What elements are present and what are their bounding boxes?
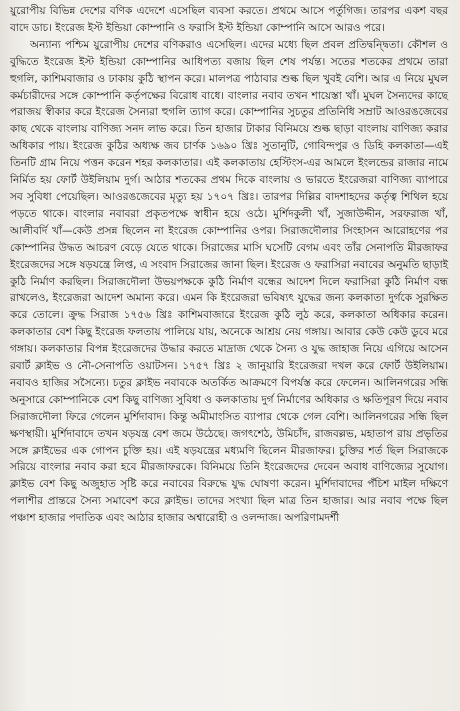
paragraph-main: অন্যান্য পশ্চিম য়ুরোপীয় দেশের বণিকরাও এসেছিল। এদের মধ্যে ছিল প্রবল প্রতিদ্বন্দ্বিতা। কৌশল ও বুদ্ধিতে ইংরেজ ইস্ট ইন্ডিয়া কোম্পানির আধিপত্য বজায় ছিল শেষ পর্যন্ত। সতের শতকের প্রথমে তারা হুগলি, কাশিমবাজার ও ঢাকায় কুঠি স্থাপন করে। মালপত্র পাঠাবার শুল্ক ছিল খুবই বেশি। আর এ নিয়ে মুঘল কর্মচারীদের সঙ্গে কোম্পানি কর্তৃপক্ষের বিরোধ বাধে। বাংলার নবাব তখন শায়েস্তা খাঁ। মুঘল সৈন্যদের কাছে পরাজয় স্বীকার করে ইংরেজ সৈন্যরা হুগলি ত্যাগ করে। কোম্পানির সুচতুর প্রতিনিধি সম্রাট আওরঙজেবের কাছ থেকে বাংলায় বাণিজ্য সনদ লাভ করে। তিন হাজার টাকার বিনিময়ে শুল্ক ছাড়া বাংলায় বাণিজ্য করার অধিকার পায়। ইংরেজ কুঠির অধ্যক্ষ জব চার্ণক ১৬৯০ খ্রিঃ সুতানুটি, গোবিন্দপুর ও ডিহি কলকাতা—এই তিনটি গ্রাম নিয়ে পত্তন করেন শহর কলকাতার। এই কলকাতায় হেস্টিংস-এর আমলে ইংলন্ডের রাজার নামে নির্মিত হয় ফোর্ট উইলিয়াম দুর্গ। আঠার শতকের প্রথম দিকে বাংলায় ও ভারতে ইংরেজরা বাণিজ্য ব্যাপারে সব সুবিধা পেয়েছিল। আওরঙজেবের মৃত্যু হয় ১৭০৭ খ্রিঃ। তারপর দিল্লির বাদশাহদের কর্তৃত্ব শিথিল হয়ে পড়তে থাকে। বাংলার নবাবরা প্রকৃতপক্ষে স্বাধীন হয়ে ওঠে। মুর্শিদকুলী খাঁ, সুজাউদ্দীন, সরফরাজ খাঁ, আলীবর্দি খাঁ—কেউ প্রসন্ন ছিলেন না ইংরেজ কোম্পানির ওপর। সিরাজদৌলার সিংহাসন আরোহণের পর কোম্পানির উদ্ধত আচরণ বেড়ে যেতে থাকে। সিরাজের মাসি ঘসেটি বেগম এবং তাঁর সেনাপতি মীরজাফর ইংরেজদের সঙ্গে ষড়যন্ত্রে লিপ্ত, এ সংবাদ সিরাজের জানা ছিল। ইংরেজ ও ফরাসিরা নবাবের অনুমতি ছাড়াই কুঠি নির্মাণ করছিল। সিরাজদৌলা উভয়পক্ষকে কুঠি নির্মাণ বন্ধের আদেশ দিলে ফরাসিরা কুঠি নির্মাণ বন্ধ রাখলেও, ইংরেজরা আদেশ অমান্য করে। এমন কি ইংরেজরা ভবিষ্যৎ যুদ্ধের জন্য কলকাতা দুর্গকে সুরক্ষিত করে তোলে। ক্রুদ্ধ সিরাজ ১৭৫৬ খ্রিঃ কাশিমবাজারে ইংরেজ কুঠি লুঠ করে, কলকাতা অধিকার করেন। কলকাতার বেশ কিছু ইংরেজ ফলতায় পালিয়ে যায়, অনেকে আশ্রয় নেয় গঙ্গায়। আবার কেউ কেউ ডুবে মরে গঙ্গায়। কলকাতার বিপন্ন ইংরেজদের উদ্ধার করতে মাদ্রাজ থেকে সৈন্য ও যুদ্ধ জাহাজ নিয়ে এগিয়ে আসেন রবার্ট ক্লাইভ ও নৌ-সেনাপতি ওয়াটসন। ১৭৫৭ খ্রিঃ ২ জানুয়ারি ইংরেজরা দখল করে ফোর্ট উইলিয়াম। নবাবও হাজির সসৈন্যে। চতুর ক্লাইভ নবাবকে অতর্কিত আক্রমণে বিপর্যস্ত করে ফেলেন। আলিনগরের সন্ধি অনুসারে কোম্পানিকে বেশ কিছু বাণিজ্য সুবিধা ও কলকাতায় দুর্গ নির্মাণের অধিকার ও ক্ষতিপূরণ দিয়ে নবাব সিরাজদৌলা ফিরে গেলেন মুর্শিদাবাদ। কিন্তু অমীমাংসিত ব্যাপার থেকে গেল বেশি। আলিনগরের সন্ধি ছিল ক্ষণস্থায়ী। মুর্শিদাবাদে তখন ষড়যন্ত্র বেশ জমে উঠেছে। জগৎশেঠ, উমিচাঁদ, রাজবল্লভ, মহাতাপ রায় প্রভৃতির সঙ্গে ক্লাইভের এক গোপন চুক্তি হয়। এই ষড়যন্ত্রের মধ্যমণি ছিলেন মীরজাফর। চুক্তির শর্ত ছিল সিরাজকে সরিয়ে বাংলার নবাব করা হবে মীরজাফরকে। বিনিময়ে তিনি ইংরেজদের দেবেন অবাধ বাণিজ্যের সুযোগ। ক্লাইভ বেশ কিছু অজুহাত সৃষ্টি করে নবাবের বিরুদ্ধে যুদ্ধ ঘোষণা করেন। মুর্শিদাবাদের পঁচিশ মাইল দক্ষিণে পলাশীর প্রান্তরে সৈন্য সমাবেশ করে ক্লাইভ। তাদের সংখ্যা ছিল মাত্র তিন হাজার। আর নবাব পক্ষে ছিল পঞ্চাশ হাজার পদাতিক এবং আঠার হাজার অশ্বারোহী ও ওলন্দাজ। অপরিণামদর্শী bbox=[10, 38, 448, 525]
body-text bbox=[10, 3, 448, 527]
paragraph-intro: য়ুরোপীয় বিভিন্ন দেশের বণিক এদেশে এসেছিল ব্যবসা করতে। প্রথমে আসে পর্তুগিজ। তারপর একশ বছর বাদে ডাচ। ইংরেজ ইস্ট ইন্ডিয়া কোম্পানি ও ফরাসি ইস্ট ইন্ডিয়া কোম্পানি আসে আরও পরে। bbox=[10, 5, 448, 34]
